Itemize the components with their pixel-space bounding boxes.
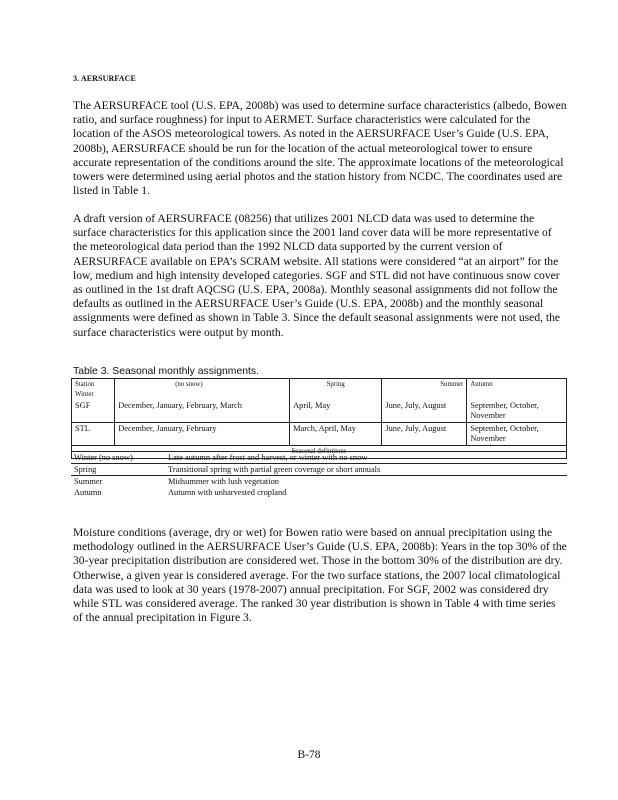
definition-row (71, 487, 567, 498)
header-spring-text: Spring (326, 381, 345, 388)
header-autumn-text: Autumn (470, 381, 493, 388)
header-station-winter-text: Station Winter (75, 381, 95, 398)
section-heading: 3. AERSURFACE (73, 74, 136, 83)
definition-text: Transitional spring with partial green coverage or short annuals (168, 465, 381, 474)
seasonal-definitions-table (71, 451, 567, 498)
header-summer (382, 379, 467, 401)
cell-autumn: September, October, November (467, 400, 567, 423)
cell-spring: March, April, May (290, 423, 382, 446)
definition-row (71, 452, 567, 464)
cell-station: SGF (72, 400, 115, 423)
header-summer-text: Summer (440, 381, 464, 388)
header-spring (290, 379, 382, 401)
definition-season: Winter (no snow) (74, 453, 133, 462)
header-no-snow-text: (no snow) (175, 381, 203, 388)
cell-summer: June, July, August (382, 423, 467, 446)
definition-text: Autumn with unharvested cropland (168, 488, 287, 497)
header-no-snow (115, 379, 290, 401)
table-row (72, 423, 567, 446)
table-row (72, 400, 567, 423)
definition-text: Midsummer with lush vegetation (168, 477, 279, 486)
definition-season: Spring (74, 465, 97, 474)
cell-summer: June, July, August (382, 400, 467, 423)
cell-spring: April, May (290, 400, 382, 423)
definition-row (71, 464, 567, 476)
cell-winter: December, January, February, March (115, 400, 290, 423)
header-station-winter (72, 379, 115, 401)
cell-autumn: September, October, November (467, 423, 567, 446)
definition-season: Autumn (74, 488, 102, 497)
table-caption: Table 3. Seasonal monthly assignments. (73, 366, 259, 377)
definition-text: Late autumn after frost and harvest, or winter with no snow (168, 453, 368, 462)
definition-row (71, 476, 567, 488)
header-autumn (467, 379, 567, 401)
definition-season: Summer (74, 477, 103, 486)
cell-winter: December, January, February (115, 423, 290, 446)
paragraph-aersurface-tool: The AERSURFACE tool (U.S. EPA, 2008b) was used to determine surface characteristics (albedo, Bowen ratio, and surface roughness) for input to AERMET. Surface characteristics were calculated for the location of the ASOS meteorological towers. As noted in the AERSURFACE User’s Guide (U.S. EPA, 2008b), AERSURFACE should be run for the location of the actual meteorological tower to ensure accurate representation of the conditions around the site. The approximate locations of the meteorological towers were determined using aerial photos and the station history from NCDC. The coordinates used are listed in Table 1. (73, 99, 567, 198)
paragraph-moisture-conditions: Moisture conditions (average, dry or wet) for Bowen ratio were based on annual precipitation using the methodology outlined in the AERSURFACE User’s Guide (U.S. EPA, 2008b): Years in the top 30% of the 30-year precipitation distribution are considered wet. Those in the bottom 30% of the distribution are dry. Otherwise, a given year is considered average. For the two surface stations, the 2007 local climatological data was used to look at 30 years (1978-2007) annual precipitation. For SGF, 2002 was considered dry while STL was considered average. The ranked 30 year distribution is shown in Table 4 with time series of the annual precipitation in Figure 3. (73, 526, 567, 625)
table-header-row (72, 379, 567, 401)
definitions-title: Seasonal definitions (72, 446, 567, 459)
cell-station: STL (72, 423, 115, 446)
paragraph-draft-version: A draft version of AERSURFACE (08256) that utilizes 2001 NLCD data was used to determine the surface characteristics for this application since the 2001 land cover data will be more representative of the meteorological data period than the 1992 NLCD data supported by the current version of AERSURFACE available on EPA’s SCRAM website. All stations were considered “at an airport” for the low, medium and high intensity developed categories. SGF and STL did not have continuous snow cover as outlined in the 1st draft AQCSG (U.S. EPA, 2008a). Monthly seasonal assignments did not follow the defaults as outlined in the AERSURFACE User’s Guide (U.S. EPA, 2008b) and the monthly seasonal assignments were defined as shown in Table 3. Since the default seasonal assignments were not used, the surface characteristics were output by month. (73, 212, 561, 339)
page-number: B-78 (297, 749, 321, 761)
seasonal-assignments-table (71, 378, 567, 459)
